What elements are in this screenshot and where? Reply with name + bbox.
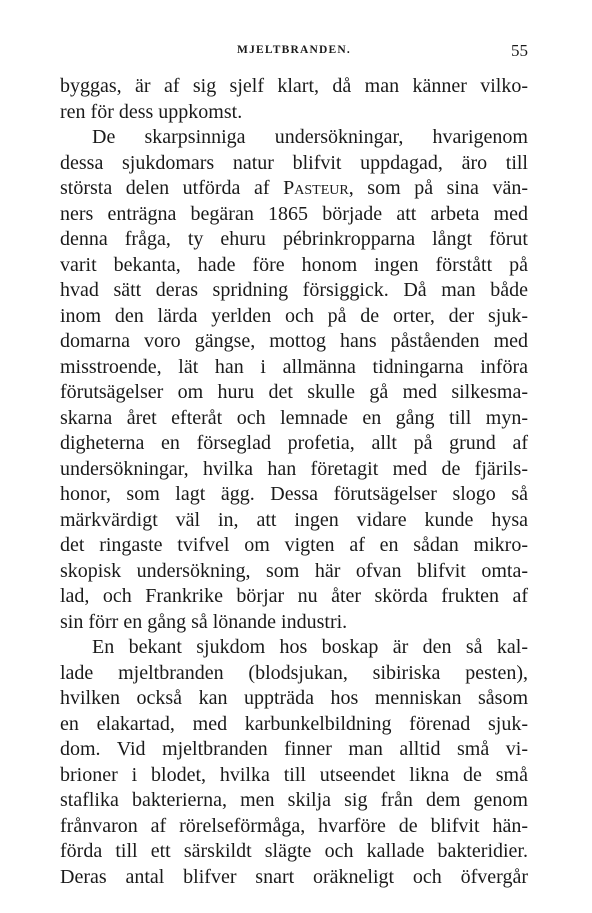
- text-line: dom. Vid mjeltbranden finner man alltid små vi-: [60, 738, 528, 760]
- text-line: lade mjeltbranden (blodsjukan, sibiriska pesten),: [60, 661, 528, 684]
- text-line: sin förr en gång så lönande industri.: [60, 610, 348, 633]
- text-line: största delen utförda af Pasteur, som på sina vän-: [60, 177, 528, 199]
- text-line: ners enträgna begäran 1865 började att arbeta med: [60, 202, 528, 225]
- text-line: undersökningar, hvilka han företagit med de fjärils-: [60, 457, 528, 480]
- text-line: digheterna en förseglad profetia, allt på grund af: [60, 432, 528, 454]
- text-line: ren för dess uppkomst.: [60, 100, 243, 123]
- text-line: märkvärdigt väl in, att ingen vidare kunde hysa: [60, 508, 528, 531]
- text-line: skarna året efteråt och lemnade en gång till myn-: [60, 406, 528, 429]
- text-line: frånvaron af rörelseförmåga, hvarföre de blifvit hän-: [60, 814, 528, 837]
- text-line: lad, och Frankrike börjar nu åter skörda frukten af: [60, 585, 528, 607]
- text-line: misstroende, lät han i allmänna tidningarna införa: [60, 355, 528, 378]
- text-line: varit bekanta, hade före honom ingen förstått på: [60, 253, 528, 276]
- text-line: inom den lärda yerlden och på de orter, der sjuk-: [60, 304, 528, 327]
- text-line: De skarpsinniga undersökningar, hvarigenom: [92, 126, 528, 148]
- text-line: en elakartad, med karbunkelbildning förenad sjuk-: [60, 712, 528, 735]
- text-line: skopisk undersökning, som här ofvan blifvit omta-: [60, 559, 528, 582]
- text-line: förutsägelser om huru det skulle gå med silkesma-: [60, 381, 528, 403]
- body-text: [60, 74, 528, 890]
- text-line: brioner i blodet, hvilka till utseendet likna de små: [60, 763, 528, 786]
- text-line: dessa sjukdomars natur blifvit uppdagad, äro till: [60, 151, 528, 174]
- text-line: förda till ett särskildt slägte och kallade bakteridier.: [60, 840, 528, 862]
- text-line: det ringaste tvifvel om vigten af en sådan mikro-: [60, 534, 528, 556]
- text-line: honor, som lagt ägg. Dessa förutsägelser slogo så: [60, 483, 528, 505]
- author-name-smallcaps: Pasteur: [283, 177, 349, 199]
- text-line: domarna voro gängse, mottog hans påståenden med: [60, 330, 528, 352]
- text-line: staflika bakterierna, men skilja sig från dem genom: [60, 789, 528, 811]
- text-line: hvilken också kan uppträda hos menniskan såsom: [60, 687, 528, 709]
- text-line: denna fråga, ty ehuru pébrinkropparna långt förut: [60, 228, 528, 250]
- running-head: [60, 41, 528, 64]
- book-page: [60, 0, 528, 913]
- text-line: En bekant sjukdom hos boskap är den så kal-: [92, 636, 528, 658]
- text-line: Deras antal blifver snart oräkneligt och öfvergår: [60, 865, 528, 888]
- page-number: 55: [511, 41, 528, 60]
- text-line: byggas, är af sig sjelf klart, då man känner vilko-: [60, 75, 528, 97]
- text-line: hvad sätt deras spridning försiggick. Då man både: [60, 279, 528, 301]
- running-title: MJELTBRANDEN.: [237, 44, 351, 56]
